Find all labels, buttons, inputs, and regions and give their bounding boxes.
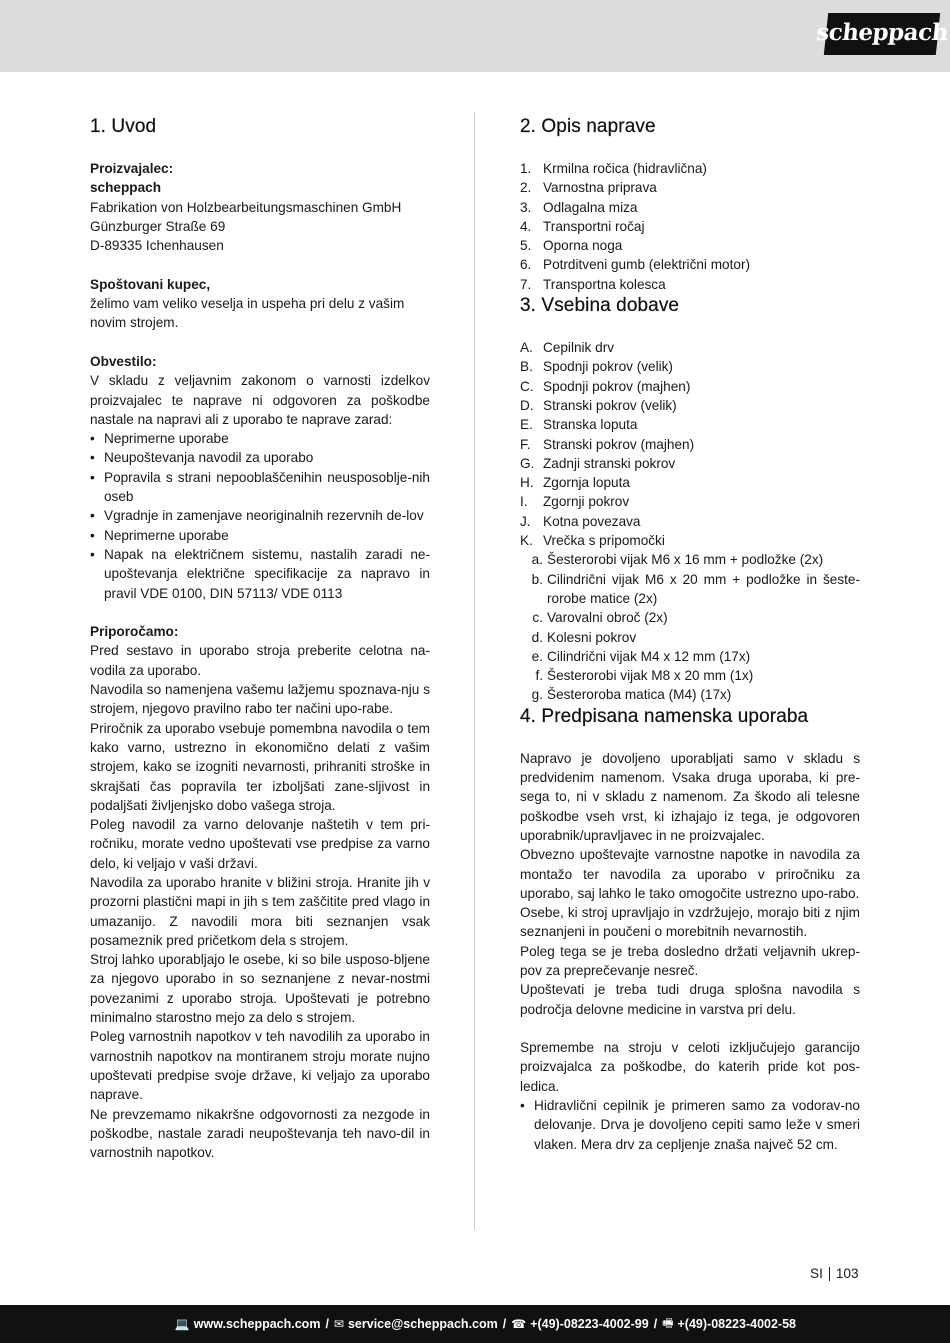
list-item: 4. Transportni ročaj [520,218,645,234]
list-item: • Neprimerne uporabe [90,429,430,448]
delivery-list [520,338,860,550]
address-line: D-89335 Ichenhausen [90,238,224,254]
list-item: I. Zgornji pokrov [520,494,630,510]
list-item: 3. Odlagalna miza [520,199,638,215]
list-item: g. Šesteroroba matica (M4) (17x) [531,687,732,703]
recommend-paragraph: Priročnik za uporabo vsebuje pomembna navodila o tem kako varno, ustrezno in ekonomično delati z vašim strojem, kako se izogniti nevarnosti, prihraniti stroške in skrajšati čas popravila ter izboljšati zane-sljivost in podaljšati življenjsko dobo vašega stroja. [90,720,430,813]
recommend-paragraph: Navodila so namenjena vašemu lažjemu spoznava-nju s strojem, njegovo pravilno rabo ter načini upo-rabe. [90,682,430,717]
manufacturer-name: scheppach [90,180,162,196]
intended-use-paragraph: Napravo je dovoljeno uporabljati samo v skladu s predvidenim namenom. Vsaka druga uporaba, ki pre-sega to, ni v skladu z namenom. Za škodo ali telesne poškodbe vseh vrst, ki izhajajo iz tega, je odgovoren uporabnik/upravljavec in ne proizvajalec. [520,750,860,843]
intended-use-bullets [520,1096,860,1154]
list-item: E. Stranska loputa [520,417,638,433]
notice-list [90,429,430,603]
list-item: • Neprimerne uporabe [90,526,430,545]
manufacturer-label: Proizvajalec: [90,161,174,176]
footer-bar: 💻 www.scheppach.com / ✉ service@scheppach.com / ☎ +(49)-08223-4002-99 / 🖷 +(49)-08223-4002-58 [0,1305,950,1343]
parts-list [520,159,860,294]
list-item: b. Cilindrični vijak M6 x 20 mm + podložke in šeste-rorobe matice (2x) [531,571,860,606]
recommend-paragraph: Poleg navodil za varno delovanje naštetih v tem pri-ročniku, morate vedno upoštevati vse predpise za varno delo, ki veljajo v vaši državi. [90,817,430,871]
list-item: • Hidravlični cepilnik je primeren samo za vodorav-no delovanje. Drva je dovoljeno cepiti samo leže v smeri vlaken. Mera drv za cepljenje znaša največ 52 cm. [520,1096,860,1154]
section-heading-intended-use: 4. Predpisana namenska uporaba [520,705,809,727]
list-item: • Vgradnje in zamenjave neoriginalnih rezervnih de-lov [90,506,430,525]
list-item: A. Cepilnik drv [520,340,615,356]
section-heading-description: 2. Opis naprave [520,116,656,137]
notice-text: V skladu z veljavnim zakonom o varnosti izdelkov proizvajalec te naprave ni odgovoren za poškodbe nastale na napravi ali z uporabo te naprave zarad: [90,373,430,427]
fax-icon: 🖷 [662,1315,674,1330]
list-item: d. Kolesni pokrov [531,629,637,645]
list-item: f. Šesterorobi vijak M8 x 20 mm (1x) [535,668,754,684]
page-number: SI 103 [810,1266,859,1281]
list-item: a. Šesterorobi vijak M6 x 16 mm + podložke (2x) [531,552,824,568]
recommend-paragraph: Poleg varnostnih napotkov v teh navodilih za uporabo in varnostnih napotkov na montiranem stroju morate nujno upoštevati predpise svoje države, ki veljajo za uporabo naprave. [90,1029,430,1103]
envelope-icon: ✉ [333,1317,344,1331]
scheppach-logo: scheppach [824,13,940,55]
list-item: 7. Transportna kolesca [520,276,666,292]
list-item: 5. Oporna noga [520,238,623,254]
recommend-paragraph: Pred sestavo in uporabo stroja preberite celotna na-vodila za uporabo. [90,643,430,678]
list-item: 6. Potrditveni gumb (električni motor) [520,257,750,273]
right-column [520,115,860,1154]
recommend-paragraph: Stroj lahko uporabljajo le osebe, ki so bile usposo-bljene za njegovo uporabo in so seznanjene z nevar-nostmi povezanimi z uporabo stroja. Upoštevati je potrebno minimalno starostno mejo za delo s strojem. [90,952,430,1026]
list-item: K. Vrečka s pripomočki [520,533,665,549]
footer-phone: +(49)-08223-4002-99 [530,1317,649,1331]
list-item: • Popravila s strani nepooblaščenihin neusposoblje-nih oseb [90,468,430,507]
column-divider [474,112,475,1230]
list-item: H. Zgornja loputa [520,475,630,491]
list-item: B. Spodnji pokrov (velik) [520,359,673,375]
intro-body [90,159,430,1162]
list-item: 2. Varnostna priprava [520,180,657,196]
recommend-label: Priporočamo: [90,624,179,640]
intended-use-paragraph: Upoštevati je treba tudi druga splošna navodila s področja delovne medicine in varstva pri delu. [520,982,860,1017]
telephone-icon: ☎ [511,1317,527,1331]
notice-label: Obvestilo: [90,353,157,369]
intended-use-paragraph: Osebe, ki stroj upravljajo in vzdržujejo, morajo biti z njim seznanjeni in poučeni o morebitnih nevarnostih. [520,905,860,940]
intended-use-paragraph: Obvezno upoštevajte varnostne napotke in navodila za montažo ter navodila za uporabo v priročniku za uporabo, saj lahko le tako omogočite ustrezno upo-rabo. [520,847,860,901]
greeting-label: Spoštovani kupec, [90,276,211,292]
list-item: G. Zadnji stranski pokrov [520,455,676,471]
header-bar [0,0,950,72]
recommend-paragraph: Navodila za uporabo hranite v bližini stroja. Hranite jih v prozorni plastični mapi in jih s tem zaščitite pred vlago in umazanijo. Z navodili mora biti seznanjen vsak posameznik pred pričetkom dela s strojem. [90,874,430,948]
list-item: C. Spodnji pokrov (majhen) [520,378,691,394]
list-item: e. Cilindrični vijak M4 x 12 mm (17x) [531,648,751,664]
list-item: J. Kotna povezava [520,513,641,529]
list-item: • Neupoštevanja navodil za uporabo [90,448,430,467]
list-item: D. Stranski pokrov (velik) [520,397,677,413]
footer-fax: +(49)-08223-4002-58 [677,1317,796,1331]
left-column [90,115,430,1162]
warranty-text: Spremembe na stroju v celoti izključujejo garancijo proizvajalca za poškodbe, do katerih pride kot pos-ledica. [520,1040,860,1094]
computer-icon: 💻 [174,1317,190,1331]
intended-use-paragraph: Poleg tega se je treba dosledno držati veljavnih ukrep-pov za preprečevanje nesreč. [520,943,860,978]
greeting-text: želimo vam veliko veselja in uspeha pri delu z vašim novim strojem. [90,296,405,331]
list-item: • Napak na električnem sistemu, nastalih zaradi ne-upoštevanja električne specifikacije za napravo in pravil VDE 0100, DIN 57113/ VDE 0113 [90,545,430,603]
page-number-separator [829,1267,830,1281]
footer-website[interactable]: www.scheppach.com [193,1317,321,1331]
footer-email[interactable]: service@scheppach.com [347,1317,498,1331]
accessory-list [520,550,860,704]
recommend-paragraph: Ne prevzemamo nikakršne odgovornosti za nezgode in poškodbe, nastale zaradi neupoštevanja teh navo-dil in varnostnih napotkov. [90,1106,430,1161]
list-item: c. Varovalni obroč (2x) [532,610,668,626]
address-line: Fabrikation von Holzbearbeitungsmaschinen GmbH [90,199,402,215]
section-heading-intro: 1. Uvod [90,116,157,137]
address-line: Günzburger Straße 69 [90,218,226,234]
section-heading-delivery: 3. Vsebina dobave [520,295,680,317]
list-item: F. Stranski pokrov (majhen) [520,436,695,452]
list-item: 1. Krmilna ročica (hidravlična) [520,161,707,176]
